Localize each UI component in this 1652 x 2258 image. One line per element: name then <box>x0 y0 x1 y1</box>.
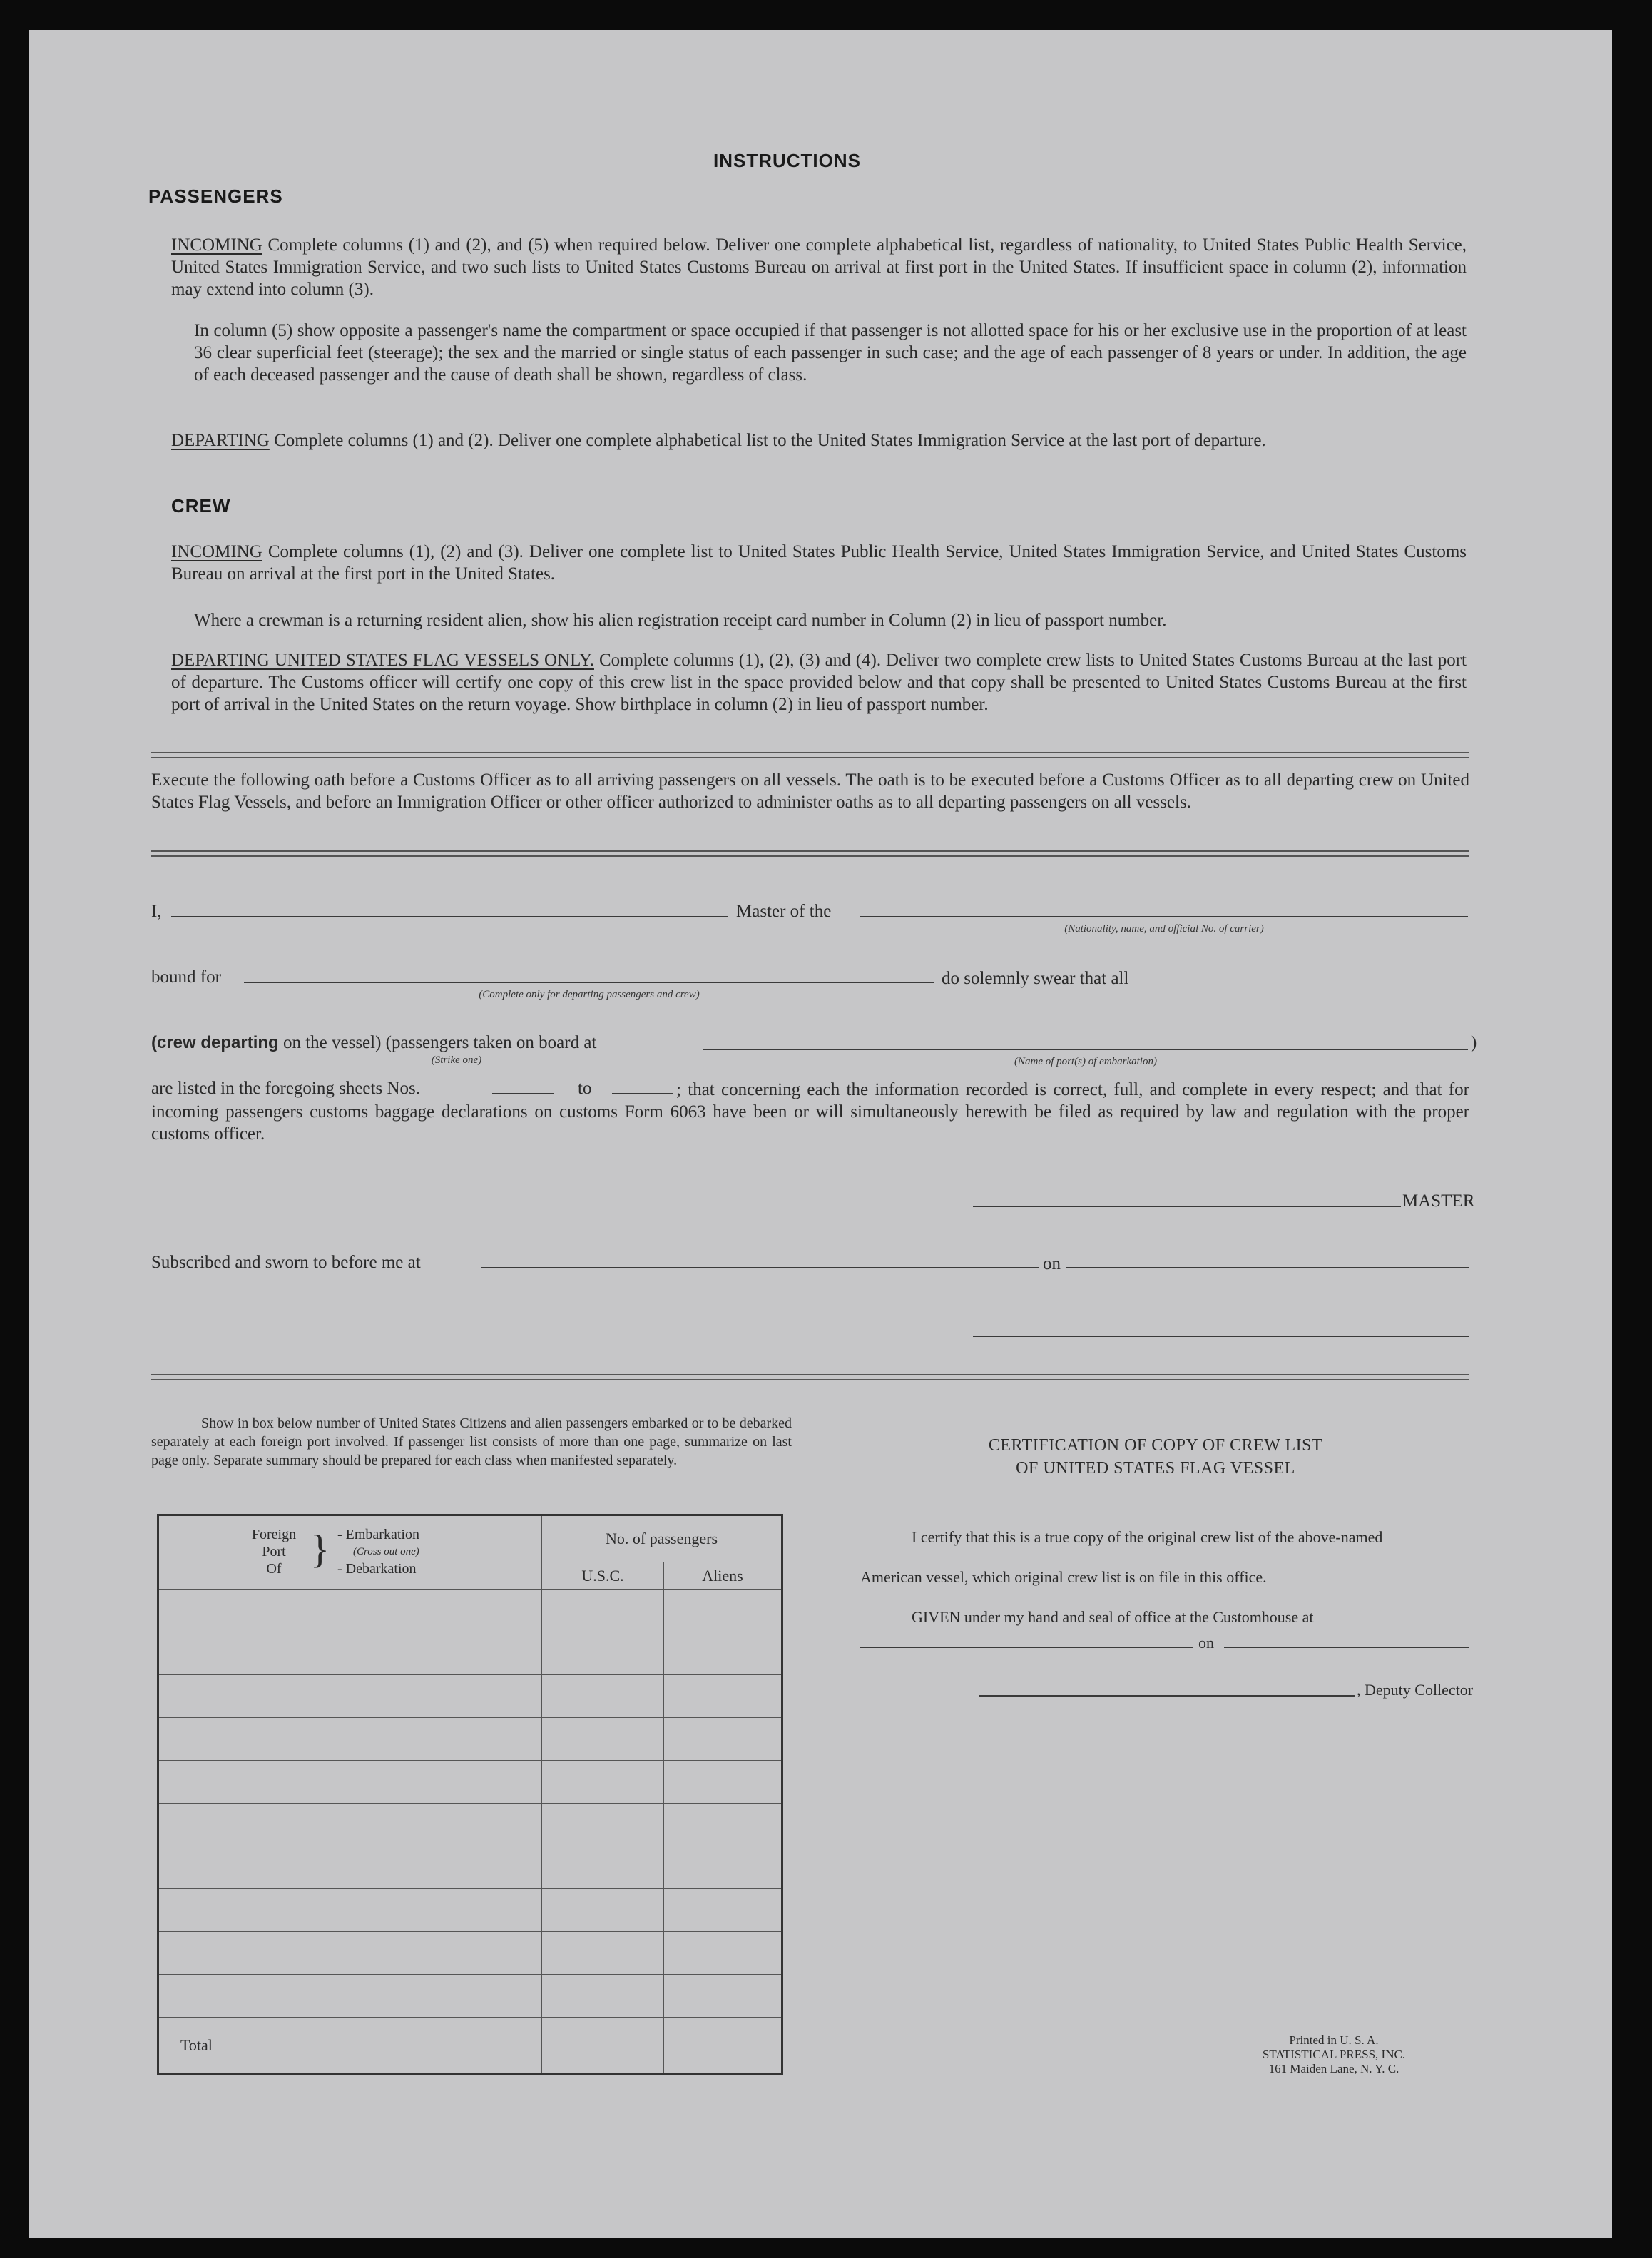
crew-departing-strike: (crew departing <box>151 1033 279 1052</box>
embarkation-ports-caption: (Name of port(s) of embarkation) <box>1014 1056 1157 1067</box>
certify-text-2: American vessel, which original crew list is on file in this office. <box>860 1568 1267 1586</box>
sworn-date-field[interactable] <box>1066 1267 1469 1268</box>
port-cell[interactable] <box>158 1590 542 1632</box>
usc-cell[interactable] <box>542 1975 664 2018</box>
usc-cell[interactable] <box>542 1804 664 1846</box>
usc-cell[interactable] <box>542 1932 664 1975</box>
port-cell[interactable] <box>158 1804 542 1846</box>
passenger-count-table <box>157 1514 783 2075</box>
port-cell[interactable] <box>158 1889 542 1932</box>
solemnly-swear-label: do solemnly swear that all <box>942 969 1129 988</box>
aliens-cell[interactable] <box>664 1590 782 1632</box>
master-signature-field[interactable] <box>973 1206 1401 1207</box>
certification-heading <box>870 1434 1441 1480</box>
bound-for-field[interactable] <box>244 982 934 983</box>
officer-signature-field[interactable] <box>973 1336 1469 1337</box>
usc-cell[interactable] <box>542 1761 664 1804</box>
certify-text-1: I certify that this is a true copy of the original crew list of the above-named <box>912 1528 1383 1546</box>
crew-departing-paragraph <box>171 649 1467 716</box>
strike-one-caption: (Strike one) <box>431 1054 482 1066</box>
port-cell[interactable] <box>158 1761 542 1804</box>
printer-imprint <box>1255 2033 1412 2076</box>
aliens-cell[interactable] <box>664 1718 782 1761</box>
brace-icon: } <box>310 1527 330 1572</box>
total-label: Total <box>158 2018 542 2074</box>
crew-passengers-label <box>151 1033 596 1053</box>
aliens-header: Aliens <box>664 1562 782 1590</box>
embarkation-ports-field[interactable] <box>703 1049 1468 1050</box>
divider-1 <box>151 752 1469 758</box>
aliens-cell[interactable] <box>664 1761 782 1804</box>
certification-line-2: OF UNITED STATES FLAG VESSEL <box>1016 1459 1295 1478</box>
port-cell[interactable] <box>158 1632 542 1675</box>
passengers-departing-label: DEPARTING <box>171 431 270 450</box>
crew-departing-text: Complete columns (1), (2), (3) and (4). Deliver two complete crew lists to United States Customs Bureau at the last port of departure. The Customs officer will certify one copy of this crew list in the space provided below and that copy shall be presented to United States Customs Bureau at the first port of arrival in the United States on the return voyage. Show birthplace in column (2) in lieu of passport number. <box>171 651 1467 714</box>
carrier-caption: (Nationality, name, and official No. of carrier) <box>1064 923 1264 935</box>
sworn-place-field[interactable] <box>481 1267 1039 1268</box>
passengers-departing-text: Complete columns (1) and (2). Deliver one complete alphabetical list to the United States Immigration Service at the last port of departure. <box>274 431 1266 450</box>
crew-incoming-label: INCOMING <box>171 542 262 561</box>
passengers-taken-on-board: on the vessel) (passengers taken on board at <box>282 1033 597 1052</box>
port-cell[interactable] <box>158 1675 542 1718</box>
aliens-cell[interactable] <box>664 1675 782 1718</box>
port-header-cell <box>158 1515 542 1590</box>
deputy-signature-field[interactable] <box>979 1695 1355 1697</box>
passengers-heading: PASSENGERS <box>148 185 283 207</box>
to-label: to <box>578 1079 592 1098</box>
divider-3 <box>151 1374 1469 1380</box>
of-label: Of <box>266 1561 282 1577</box>
aliens-cell[interactable] <box>664 1632 782 1675</box>
divider-2 <box>151 850 1469 857</box>
master-of-the-label: Master of the <box>736 902 832 921</box>
closing-paren: ) <box>1471 1033 1477 1052</box>
bound-for-label: bound for <box>151 967 221 987</box>
usc-cell[interactable] <box>542 1675 664 1718</box>
summary-instruction: Show in box below number of United States Citizens and alien passengers embarked or to be debarked separately at each foreign port involved. If passenger list consists of more than one page, summarize on last page only. Separate summary should be prepared for each class when manifested separately. <box>151 1415 792 1468</box>
oath-body-text: ; that concerning each the information recorded is correct, full, and complete in every respect; and that for incoming passengers customs baggage declarations on customs Form 6063 have been or will simultaneously herewith be filed as required by law and regulation with the proper customs officer. <box>151 1080 1469 1144</box>
passengers-incoming-text: Complete columns (1) and (2), and (5) when required below. Deliver one complete alphabetical list, regardless of nationality, to United States Public Health Service, United States Immigration Service, and two such lists to United States Customs Bureau on arrival at first port in the United States. If insufficient space in column (2), information may extend into column (3). <box>171 235 1467 299</box>
subscribed-sworn-label: Subscribed and sworn to before me at <box>151 1253 421 1272</box>
crew-incoming-paragraph <box>171 541 1467 585</box>
usc-cell[interactable] <box>542 1846 664 1889</box>
customhouse-field[interactable] <box>860 1647 1193 1648</box>
cross-out-caption: (Cross out one) <box>353 1546 419 1557</box>
cert-date-field[interactable] <box>1224 1647 1469 1648</box>
oath-instruction-paragraph: Execute the following oath before a Customs Officer as to all arriving passengers on all vessels. The oath is to be executed before a Customs Officer as to all departing crew on United States Flag Vessels, and before an Immigration Officer or other officer authorized to administer oaths as to all departing passengers on all vessels. <box>151 771 1469 812</box>
total-aliens-cell[interactable] <box>664 2018 782 2074</box>
aliens-cell[interactable] <box>664 1889 782 1932</box>
carrier-field[interactable] <box>860 916 1468 917</box>
printer-line-2: STATISTICAL PRESS, INC. <box>1262 2048 1406 2061</box>
document-page <box>29 30 1612 2238</box>
crewman-resident-paragraph: Where a crewman is a returning resident alien, show his alien registration receipt card number in Column (2) in lieu of passport number. <box>194 611 1167 630</box>
passengers-departing-paragraph <box>171 429 1467 452</box>
aliens-cell[interactable] <box>664 1975 782 2018</box>
usc-cell[interactable] <box>542 1590 664 1632</box>
port-cell[interactable] <box>158 1932 542 1975</box>
aliens-cell[interactable] <box>664 1804 782 1846</box>
instructions-heading: INSTRUCTIONS <box>713 150 861 171</box>
crew-departing-label: DEPARTING UNITED STATES FLAG VESSELS ONLY. <box>171 651 594 670</box>
usc-cell[interactable] <box>542 1632 664 1675</box>
no-of-passengers-header: No. of passengers <box>542 1515 782 1562</box>
bound-for-caption: (Complete only for departing passengers and crew) <box>479 989 700 1000</box>
port-cell[interactable] <box>158 1846 542 1889</box>
port-cell[interactable] <box>158 1718 542 1761</box>
aliens-cell[interactable] <box>664 1932 782 1975</box>
cert-on-label: on <box>1198 1634 1214 1652</box>
aliens-cell[interactable] <box>664 1846 782 1889</box>
usc-cell[interactable] <box>542 1718 664 1761</box>
given-text: GIVEN under my hand and seal of office at the Customhouse at <box>912 1608 1314 1626</box>
total-usc-cell[interactable] <box>542 2018 664 2074</box>
on-label: on <box>1043 1254 1061 1273</box>
usc-cell[interactable] <box>542 1889 664 1932</box>
certification-line-1: CERTIFICATION OF COPY OF CREW LIST <box>988 1436 1323 1455</box>
column5-paragraph: In column (5) show opposite a passenger's name the compartment or space occupied if that passenger is not allotted space for his or her exclusive use in the proportion of at least 36 clear superficial feet (steerage); the sex and the married or single status of each passenger in such case; and the age of each passenger of 8 years or under. In addition, the age of each deceased passenger and the cause of death shall be shown, regardless of class. <box>194 321 1467 385</box>
passengers-incoming-label: INCOMING <box>171 235 262 255</box>
printer-line-3: 161 Maiden Lane, N. Y. C. <box>1268 2062 1399 2075</box>
debarkation-label: - Debarkation <box>337 1561 417 1577</box>
listed-sheets-label: are listed in the foregoing sheets Nos. <box>151 1079 420 1098</box>
port-cell[interactable] <box>158 1975 542 2018</box>
crew-heading: CREW <box>171 495 231 517</box>
master-name-field[interactable] <box>171 916 728 917</box>
master-label: MASTER <box>1402 1191 1475 1211</box>
deputy-collector-label: , Deputy Collector <box>1357 1681 1474 1699</box>
usc-header: U.S.C. <box>542 1562 664 1590</box>
port-label: Port <box>262 1544 286 1560</box>
oath-i-label: I, <box>151 902 162 921</box>
printer-line-1: Printed in U. S. A. <box>1289 2033 1379 2047</box>
embarkation-label: - Embarkation <box>337 1527 419 1542</box>
crew-incoming-text: Complete columns (1), (2) and (3). Deliver one complete list to United States Public Health Service, United States Immigration Service, and United States Customs Bureau on arrival at the first port in the United States. <box>171 542 1467 584</box>
foreign-label: Foreign <box>251 1527 297 1542</box>
passengers-incoming-paragraph <box>171 234 1467 300</box>
